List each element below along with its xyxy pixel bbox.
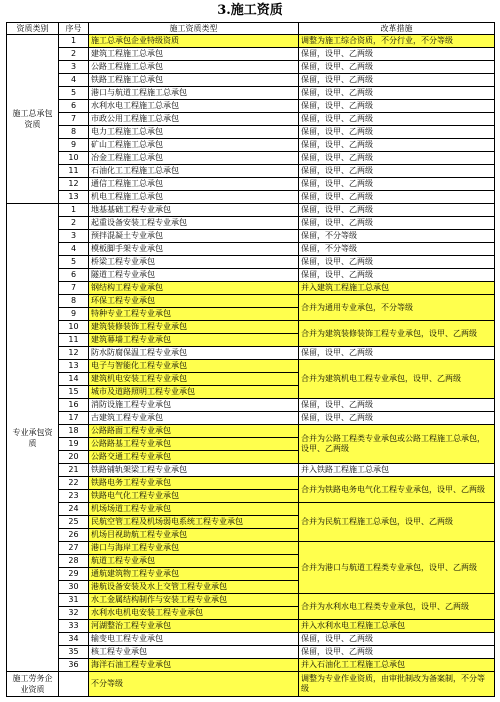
measure-cell: 合并为铁路电务电气化工程专业承包，设甲、乙两级 <box>299 477 495 503</box>
measure-cell: 并入石油化工工程施工总承包 <box>299 659 495 672</box>
row-number: 1 <box>59 204 89 217</box>
row-number: 14 <box>59 373 89 386</box>
table-row <box>7 126 495 139</box>
row-number: 6 <box>59 100 89 113</box>
type-cell: 建筑工程施工总承包 <box>89 48 299 61</box>
measure-cell: 保留，设甲、乙两级 <box>299 139 495 152</box>
type-cell: 城市及道路照明工程专业承包 <box>89 386 299 399</box>
type-cell: 港航设备安装及水上交管工程专业承包 <box>89 581 299 594</box>
row-number: 1 <box>59 35 89 48</box>
row-number: 26 <box>59 529 89 542</box>
table-row <box>7 113 495 126</box>
header-seq: 序号 <box>59 23 89 35</box>
type-cell: 预拌混凝土专业承包 <box>89 230 299 243</box>
measure-cell: 保留，设甲、乙两级 <box>299 113 495 126</box>
table-row <box>7 412 495 425</box>
type-cell: 电子与智能化工程专业承包 <box>89 360 299 373</box>
row-number: 7 <box>59 282 89 295</box>
type-cell: 不分等级 <box>89 672 299 697</box>
category-general: 施工总承包资质 <box>7 35 59 204</box>
row-number: 20 <box>59 451 89 464</box>
table-row <box>7 464 495 477</box>
measure-cell: 保留，设甲、乙两级 <box>299 646 495 659</box>
type-cell: 电力工程施工总承包 <box>89 126 299 139</box>
table-row <box>7 672 495 697</box>
type-cell: 冶金工程施工总承包 <box>89 152 299 165</box>
row-number: 16 <box>59 399 89 412</box>
table-row <box>7 503 495 516</box>
row-number: 3 <box>59 61 89 74</box>
table-row <box>7 87 495 100</box>
measure-cell: 保留，设甲、乙两级 <box>299 269 495 282</box>
type-cell: 桥梁工程专业承包 <box>89 256 299 269</box>
row-number: 22 <box>59 477 89 490</box>
category-labor: 施工劳务企业资质 <box>7 672 59 697</box>
table-row <box>7 178 495 191</box>
row-number: 24 <box>59 503 89 516</box>
type-cell: 隧道工程专业承包 <box>89 269 299 282</box>
row-number: 5 <box>59 256 89 269</box>
row-number: 3 <box>59 230 89 243</box>
category-specialty: 专业承包资质 <box>7 204 59 672</box>
row-number: 4 <box>59 74 89 87</box>
type-cell: 水工金属结构制作与安装工程专业承包 <box>89 594 299 607</box>
row-number: 35 <box>59 646 89 659</box>
row-number: 11 <box>59 334 89 347</box>
type-cell: 起重设备安装工程专业承包 <box>89 217 299 230</box>
type-cell: 铁路电务工程专业承包 <box>89 477 299 490</box>
row-number: 4 <box>59 243 89 256</box>
type-cell: 铁路铺轨架梁工程专业承包 <box>89 464 299 477</box>
row-number: 19 <box>59 438 89 451</box>
row-number: 12 <box>59 347 89 360</box>
row-number: 25 <box>59 516 89 529</box>
header-category: 资质类别 <box>7 23 59 35</box>
table-row <box>7 230 495 243</box>
measure-cell: 并入铁路工程施工总承包 <box>299 464 495 477</box>
table-row <box>7 542 495 555</box>
row-number: 12 <box>59 178 89 191</box>
measure-cell: 合并为港口与航道工程类专业承包，设甲、乙两级 <box>299 542 495 594</box>
table-row <box>7 646 495 659</box>
qualification-table <box>6 22 495 697</box>
table-row <box>7 594 495 607</box>
table-row <box>7 399 495 412</box>
measure-cell: 调整为专业作业资质，由审批制改为备案制，不分等级 <box>299 672 495 697</box>
measure-cell: 保留，设甲、乙两级 <box>299 74 495 87</box>
row-number: 32 <box>59 607 89 620</box>
table-row <box>7 321 495 334</box>
measure-cell: 保留，设甲、乙两级 <box>299 191 495 204</box>
measure-cell: 调整为施工综合资质，不分行业，不分等级 <box>299 35 495 48</box>
measure-cell: 合并为公路工程类专业承包或公路工程施工总承包，设甲、乙两级 <box>299 425 495 464</box>
type-cell: 特种专业工程专业承包 <box>89 308 299 321</box>
row-number: 10 <box>59 152 89 165</box>
type-cell: 机电工程施工总承包 <box>89 191 299 204</box>
measure-cell: 保留，不分等级 <box>299 230 495 243</box>
table-row <box>7 217 495 230</box>
table-row <box>7 48 495 61</box>
type-cell: 海洋石油工程专业承包 <box>89 659 299 672</box>
type-cell: 公路工程施工总承包 <box>89 61 299 74</box>
table-row <box>7 35 495 48</box>
measure-cell: 保留，设甲、乙两级 <box>299 204 495 217</box>
row-number: 34 <box>59 633 89 646</box>
table-row <box>7 100 495 113</box>
type-cell: 施工总承包企业特级资质 <box>89 35 299 48</box>
type-cell: 公路交通工程专业承包 <box>89 451 299 464</box>
type-cell: 市政公用工程施工总承包 <box>89 113 299 126</box>
row-number <box>59 672 89 697</box>
row-number: 31 <box>59 594 89 607</box>
table-row <box>7 74 495 87</box>
measure-cell: 保留，设甲、乙两级 <box>299 165 495 178</box>
type-cell: 航道工程专业承包 <box>89 555 299 568</box>
measure-cell: 保留，设甲、乙两级 <box>299 633 495 646</box>
type-cell: 石油化工工程施工总承包 <box>89 165 299 178</box>
table-row <box>7 347 495 360</box>
type-cell: 机场目视助航工程专业承包 <box>89 529 299 542</box>
type-cell: 民航空管工程及机场弱电系统工程专业承包 <box>89 516 299 529</box>
table-row <box>7 477 495 490</box>
type-cell: 铁路电气化工程专业承包 <box>89 490 299 503</box>
measure-cell: 保留，不分等级 <box>299 243 495 256</box>
type-cell: 建筑装修装饰工程专业承包 <box>89 321 299 334</box>
table-row <box>7 360 495 373</box>
table-row <box>7 256 495 269</box>
type-cell: 消防设施工程专业承包 <box>89 399 299 412</box>
type-cell: 矿山工程施工总承包 <box>89 139 299 152</box>
header-row <box>7 23 495 35</box>
table-row <box>7 191 495 204</box>
type-cell: 地基基础工程专业承包 <box>89 204 299 217</box>
type-cell: 建筑幕墙工程专业承包 <box>89 334 299 347</box>
row-number: 17 <box>59 412 89 425</box>
measure-cell: 合并为水利水电工程类专业承包，设甲、乙两级 <box>299 594 495 620</box>
table-row <box>7 204 495 217</box>
measure-cell: 合并为民航工程施工总承包，设甲、乙两级 <box>299 503 495 542</box>
type-cell: 环保工程专业承包 <box>89 295 299 308</box>
measure-cell: 合并为建筑装修装饰工程专业承包，设甲、乙两级 <box>299 321 495 347</box>
table-row <box>7 659 495 672</box>
table-row <box>7 425 495 438</box>
row-number: 28 <box>59 555 89 568</box>
row-number: 30 <box>59 581 89 594</box>
row-number: 9 <box>59 308 89 321</box>
header-measure: 改革措施 <box>299 23 495 35</box>
row-number: 27 <box>59 542 89 555</box>
type-cell: 机场场道工程专业承包 <box>89 503 299 516</box>
table-row <box>7 152 495 165</box>
type-cell: 水利水电机电安装工程专业承包 <box>89 607 299 620</box>
row-number: 8 <box>59 126 89 139</box>
measure-cell: 合并为通用专业承包，不分等级 <box>299 295 495 321</box>
type-cell: 公路路基工程专业承包 <box>89 438 299 451</box>
measure-cell: 保留，设甲、乙两级 <box>299 399 495 412</box>
row-number: 8 <box>59 295 89 308</box>
type-cell: 核工程专业承包 <box>89 646 299 659</box>
type-cell: 防水防腐保温工程专业承包 <box>89 347 299 360</box>
type-cell: 水利水电工程施工总承包 <box>89 100 299 113</box>
type-cell: 输变电工程专业承包 <box>89 633 299 646</box>
row-number: 13 <box>59 360 89 373</box>
measure-cell: 并入建筑工程施工总承包 <box>299 282 495 295</box>
table-row <box>7 282 495 295</box>
measure-cell: 保留，设甲、乙两级 <box>299 100 495 113</box>
measure-cell: 并入水利水电工程施工总承包 <box>299 620 495 633</box>
type-cell: 钢结构工程专业承包 <box>89 282 299 295</box>
type-cell: 铁路工程施工总承包 <box>89 74 299 87</box>
table-row <box>7 139 495 152</box>
measure-cell: 保留，设甲、乙两级 <box>299 126 495 139</box>
table-row <box>7 61 495 74</box>
row-number: 7 <box>59 113 89 126</box>
row-number: 2 <box>59 48 89 61</box>
measure-cell: 保留，设甲、乙两级 <box>299 347 495 360</box>
page-title: 3.施工资质 <box>217 3 283 18</box>
type-cell: 古建筑工程专业承包 <box>89 412 299 425</box>
table-row <box>7 165 495 178</box>
row-number: 5 <box>59 87 89 100</box>
measure-cell: 保留，设甲、乙两级 <box>299 87 495 100</box>
table-row <box>7 633 495 646</box>
type-cell: 港口与海岸工程专业承包 <box>89 542 299 555</box>
row-number: 18 <box>59 425 89 438</box>
measure-cell: 保留，设甲、乙两级 <box>299 61 495 74</box>
table-row <box>7 620 495 633</box>
measure-cell: 保留，设甲、乙两级 <box>299 412 495 425</box>
type-cell: 公路路面工程专业承包 <box>89 425 299 438</box>
measure-cell: 保留，设甲、乙两级 <box>299 256 495 269</box>
measure-cell: 保留，设甲、乙两级 <box>299 217 495 230</box>
row-number: 33 <box>59 620 89 633</box>
row-number: 11 <box>59 165 89 178</box>
measure-cell: 保留，设甲、乙两级 <box>299 152 495 165</box>
measure-cell: 保留，设甲、乙两级 <box>299 178 495 191</box>
table-row <box>7 295 495 308</box>
measure-cell: 保留，设甲、乙两级 <box>299 48 495 61</box>
row-number: 2 <box>59 217 89 230</box>
measure-cell: 合并为建筑机电工程专业承包，设甲、乙两级 <box>299 360 495 399</box>
row-number: 23 <box>59 490 89 503</box>
row-number: 36 <box>59 659 89 672</box>
header-type: 施工资质类型 <box>89 23 299 35</box>
type-cell: 建筑机电安装工程专业承包 <box>89 373 299 386</box>
type-cell: 通航建筑物工程专业承包 <box>89 568 299 581</box>
row-number: 6 <box>59 269 89 282</box>
row-number: 13 <box>59 191 89 204</box>
row-number: 10 <box>59 321 89 334</box>
row-number: 21 <box>59 464 89 477</box>
row-number: 29 <box>59 568 89 581</box>
row-number: 9 <box>59 139 89 152</box>
type-cell: 河湖整治工程专业承包 <box>89 620 299 633</box>
type-cell: 港口与航道工程施工总承包 <box>89 87 299 100</box>
table-row <box>7 269 495 282</box>
type-cell: 模板脚手架专业承包 <box>89 243 299 256</box>
row-number: 15 <box>59 386 89 399</box>
type-cell: 通信工程施工总承包 <box>89 178 299 191</box>
table-row <box>7 243 495 256</box>
